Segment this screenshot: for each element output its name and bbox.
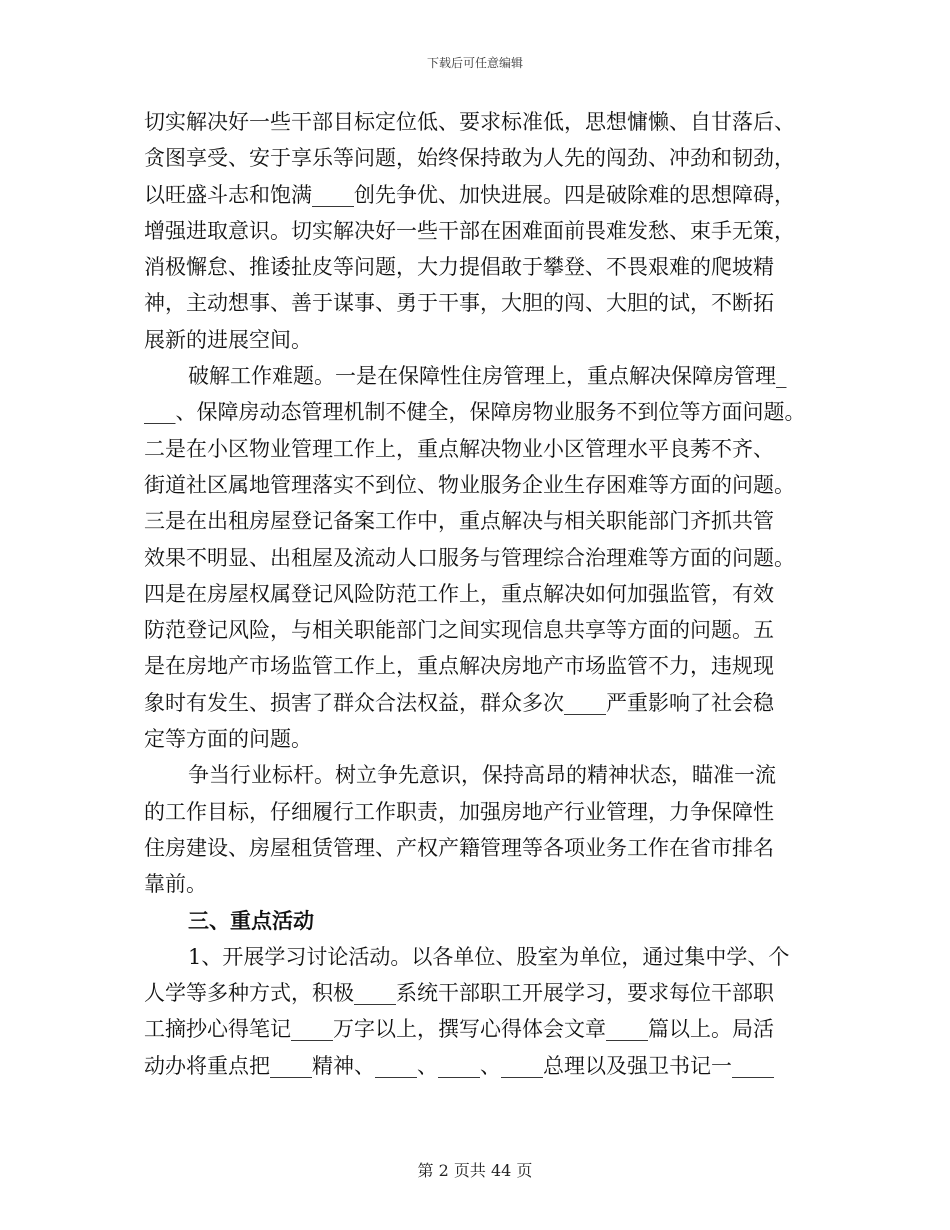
body-line: 四是在房屋权属登记风险防范工作上，重点解决如何加强监管，有效 (144, 581, 774, 606)
section-heading: 三、重点活动 (188, 907, 314, 933)
page-header: 下载后可任意编辑 (426, 56, 523, 70)
body-line: 靠前。 (144, 872, 207, 897)
paragraph-start-line: 争当行业标杆。树立争先意识，保持高昂的精神状态，瞄准一流 (188, 763, 776, 788)
body-line: 贪图享受、安于享乐等问题，始终保持敢为人先的闯劲、冲劲和韧劲， (144, 146, 795, 171)
document-body (144, 104, 824, 1084)
body-line: ___、保障房动态管理机制不健全，保障房物业服务不到位等方面问题。 (144, 400, 806, 425)
body-line: 工摘抄心得笔记____万字以上，撰写心得体会文章____篇以上。局活 (144, 1017, 774, 1042)
body-line: 三是在出租房屋登记备案工作中，重点解决与相关职能部门齐抓共管 (144, 509, 774, 534)
body-line: 防范登记风险，与相关职能部门之间实现信息共享等方面的问题。五 (144, 618, 774, 643)
body-line: 定等方面的问题。 (144, 727, 312, 752)
body-line: 是在房地产市场监管工作上，重点解决房地产市场监管不力，违规现 (144, 654, 774, 679)
body-line: 展新的进展空间。 (144, 327, 312, 352)
paragraph-start-line: 1、开展学习讨论活动。以各单位、股室为单位，通过集中学、个 (188, 944, 790, 969)
body-line: 增强进取意识。切实解决好一些干部在困难面前畏难发愁、束手无策， (144, 218, 795, 243)
body-line: 人学等多种方式，积极____系统干部职工开展学习，要求每位干部职 (144, 981, 774, 1006)
body-line: 以旺盛斗志和饱满____创先争优、加快进展。四是破除难的思想障碍， (144, 182, 795, 207)
body-line: 神，主动想事、善于谋事、勇于干事，大胆的闯、大胆的试，不断拓 (144, 291, 774, 316)
body-line: 消极懈怠、推诿扯皮等问题，大力提倡敢于攀登、不畏艰难的爬坡精 (144, 255, 774, 280)
body-line: 街道社区属地管理落实不到位、物业服务企业生存困难等方面的问题。 (144, 472, 795, 497)
body-line: 切实解决好一些干部目标定位低、要求标准低，思想慵懒、自甘落后、 (144, 110, 795, 134)
body-line: 效果不明显、出租屋及流动人口服务与管理综合治理难等方面的问题。 (144, 545, 795, 570)
body-line: 的工作目标，仔细履行工作职责，加强房地产行业管理，力争保障性 (144, 799, 774, 824)
body-line: 住房建设、房屋租赁管理、产权产籍管理等各项业务工作在省市排名 (144, 835, 774, 860)
paragraph-start-line: 破解工作难题。一是在保障性住房管理上，重点解决保障房管理_ (188, 364, 787, 389)
page-footer: 第 2 页共 44 页 (417, 1161, 533, 1180)
body-line: 动办将重点把____精神、____、____、____总理以及强卫书记一____ (144, 1053, 774, 1078)
body-line: 二是在小区物业管理工作上，重点解决物业小区管理水平良莠不齐、 (144, 436, 774, 461)
body-line: 象时有发生、损害了群众合法权益，群众多次____严重影响了社会稳 (144, 690, 774, 715)
